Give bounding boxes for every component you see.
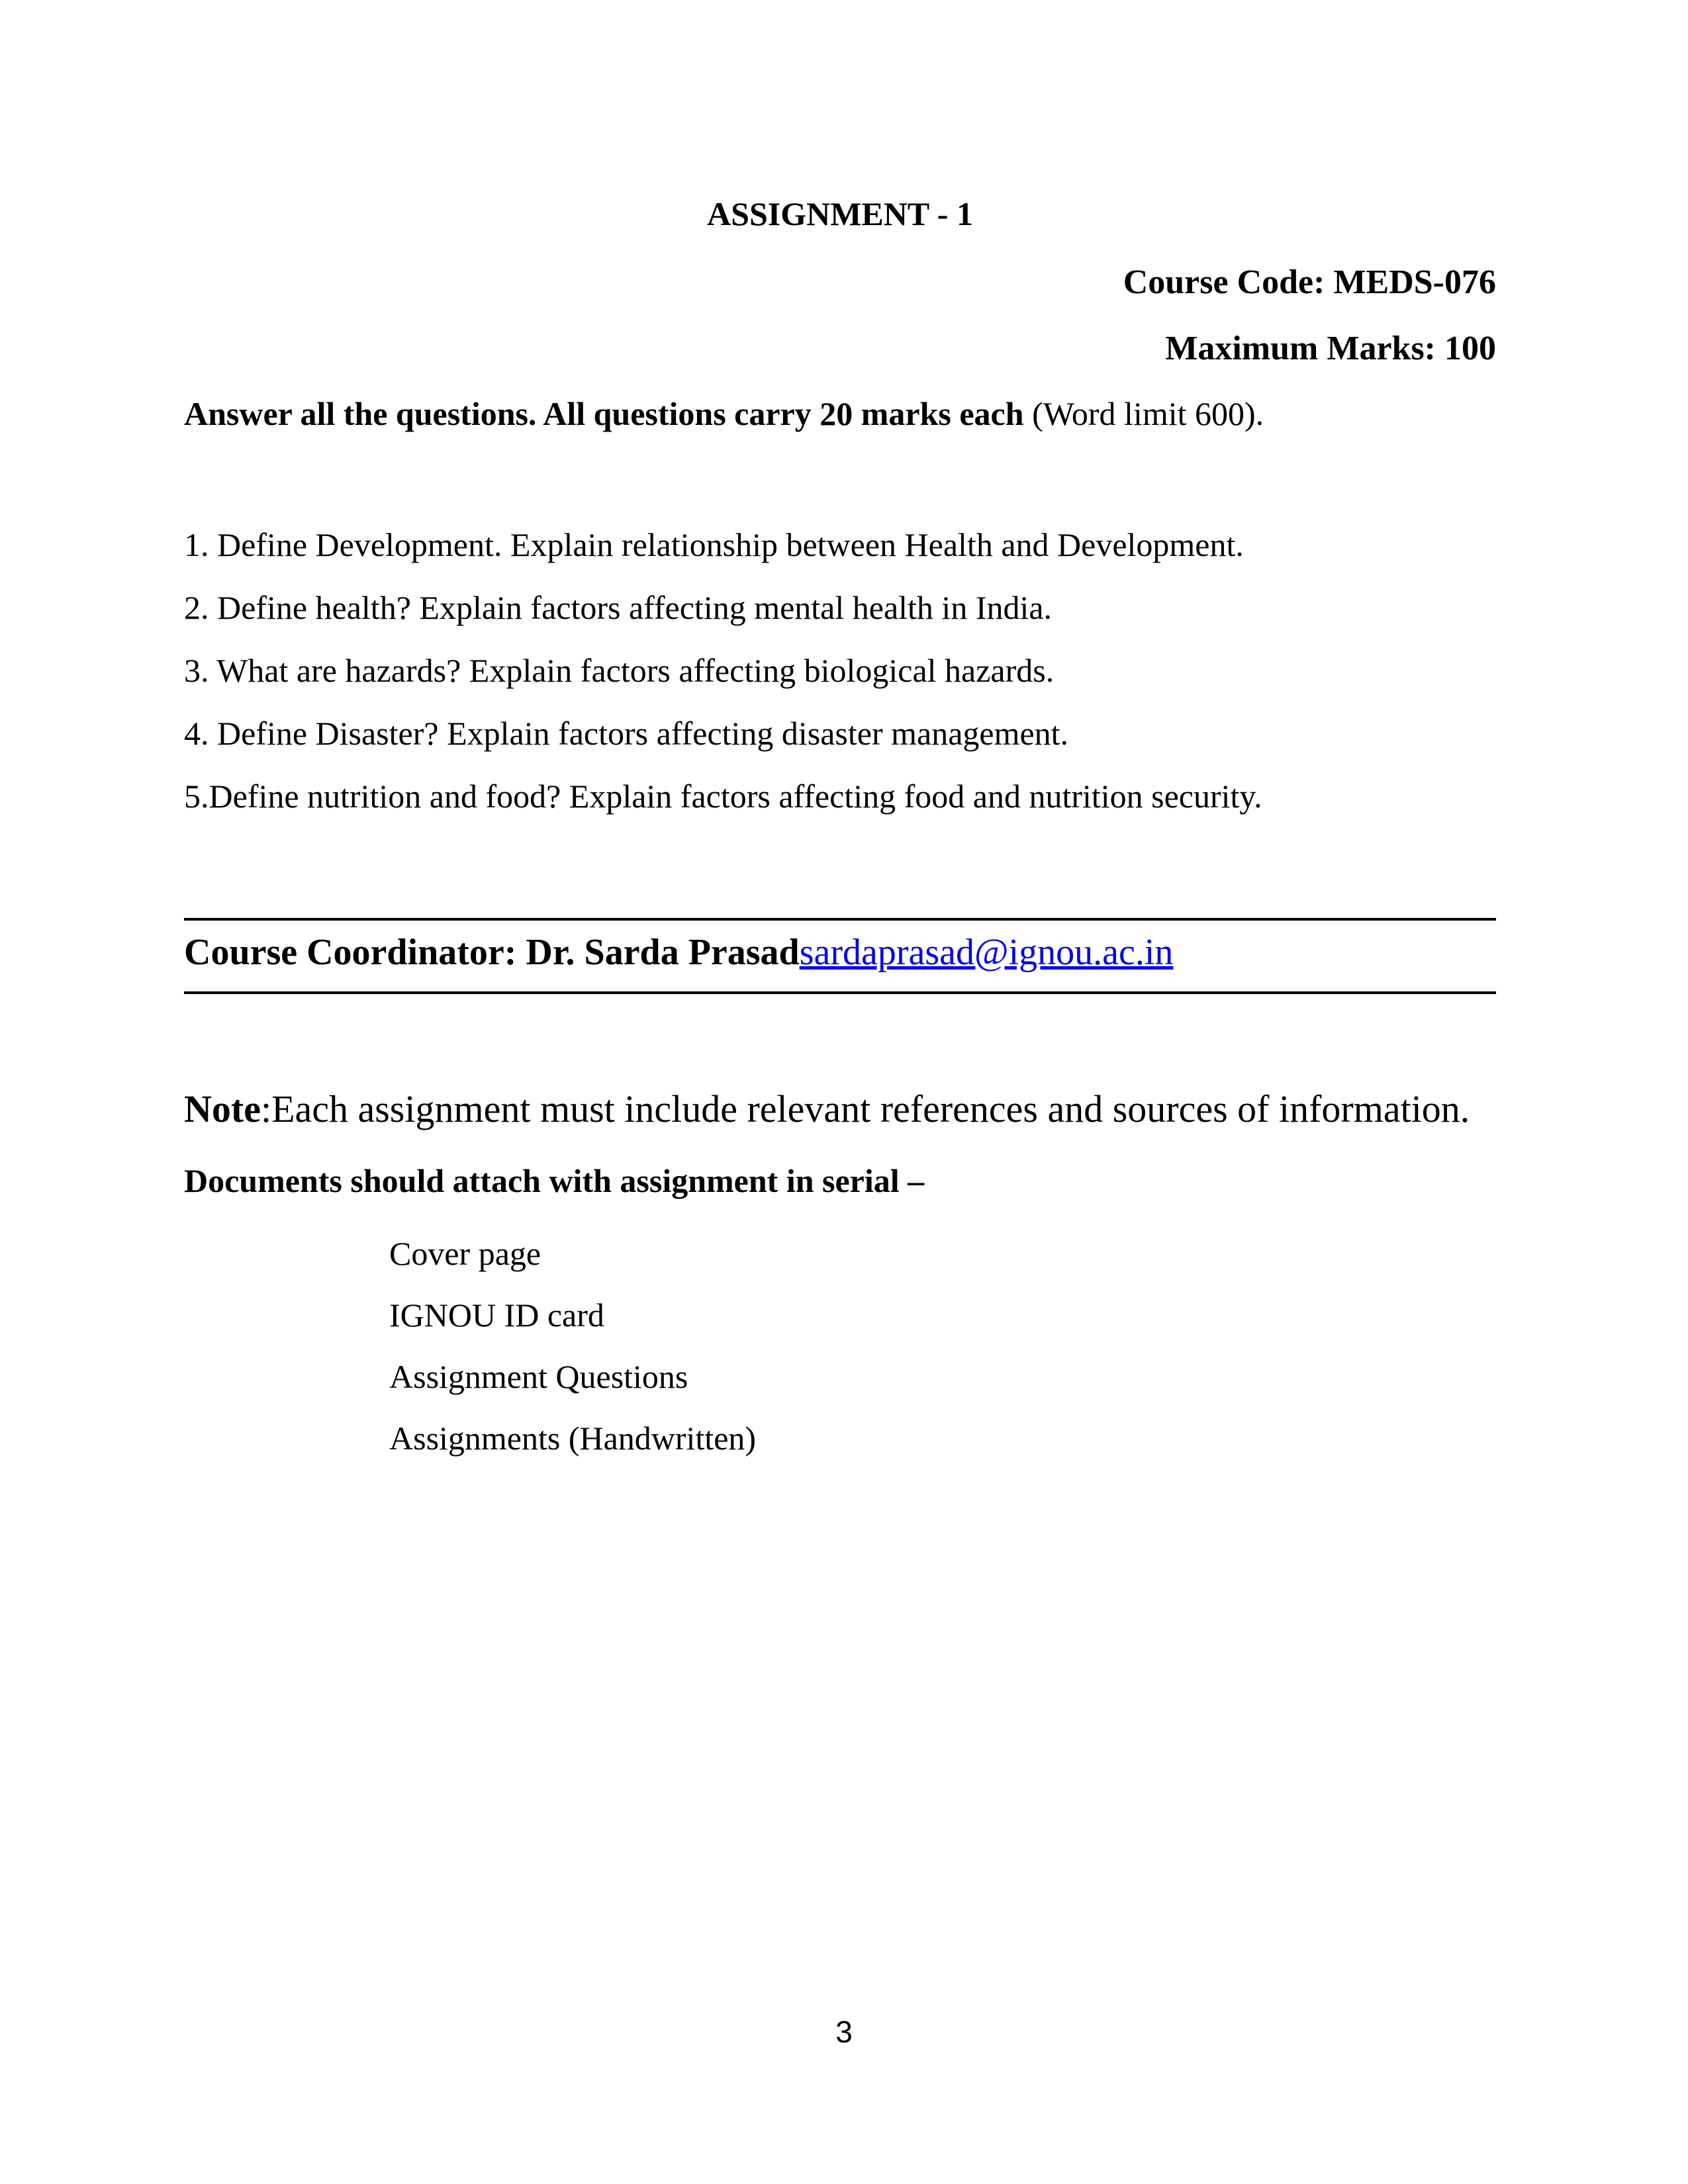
instruction-line: [184, 394, 1496, 433]
documents-heading: Documents should attach with assignment in serial –: [184, 1162, 925, 1199]
documents-list: [389, 1236, 1496, 1455]
question-item-5: 5.Define nutrition and food? Explain factors affecting food and nutrition security.: [184, 778, 1262, 815]
question-item-2: 2. Define health? Explain factors affecting mental health in India.: [184, 589, 1053, 626]
coordinator-email-link[interactable]: sardaprasad@ignou.ac.in: [799, 932, 1174, 973]
documents-list-item-4: Assignments (Handwritten): [389, 1420, 757, 1457]
question-item-1: 1. Define Development. Explain relationship between Health and Development.: [184, 526, 1244, 563]
documents-list-item-2: IGNOU ID card: [389, 1297, 604, 1334]
coordinator-label: Course Coordinator: Dr. Sarda Prasad: [184, 932, 800, 973]
page-number: 3: [835, 2015, 853, 2049]
note-text: :Each assignment must include relevant references and sources of information.: [260, 1087, 1470, 1130]
page-title: ASSIGNMENT - 1: [707, 195, 973, 232]
coordinator-section: [184, 918, 1496, 994]
note-label: Note: [184, 1087, 261, 1130]
instruction-regular-text: (Word limit 600).: [1023, 395, 1264, 432]
course-code-label: Course Code: MEDS-076: [1123, 263, 1496, 301]
documents-list-item-3: Assignment Questions: [389, 1358, 688, 1395]
instruction-bold-text: Answer all the questions. All questions carry 20 marks each: [184, 395, 1024, 432]
note-paragraph: [184, 1083, 1496, 1135]
question-item-3: 3. What are hazards? Explain factors affecting biological hazards.: [184, 652, 1055, 689]
maximum-marks-label: Maximum Marks: 100: [1165, 330, 1496, 367]
question-item-4: 4. Define Disaster? Explain factors affecting disaster management.: [184, 715, 1069, 752]
documents-list-item-1: Cover page: [389, 1235, 541, 1272]
